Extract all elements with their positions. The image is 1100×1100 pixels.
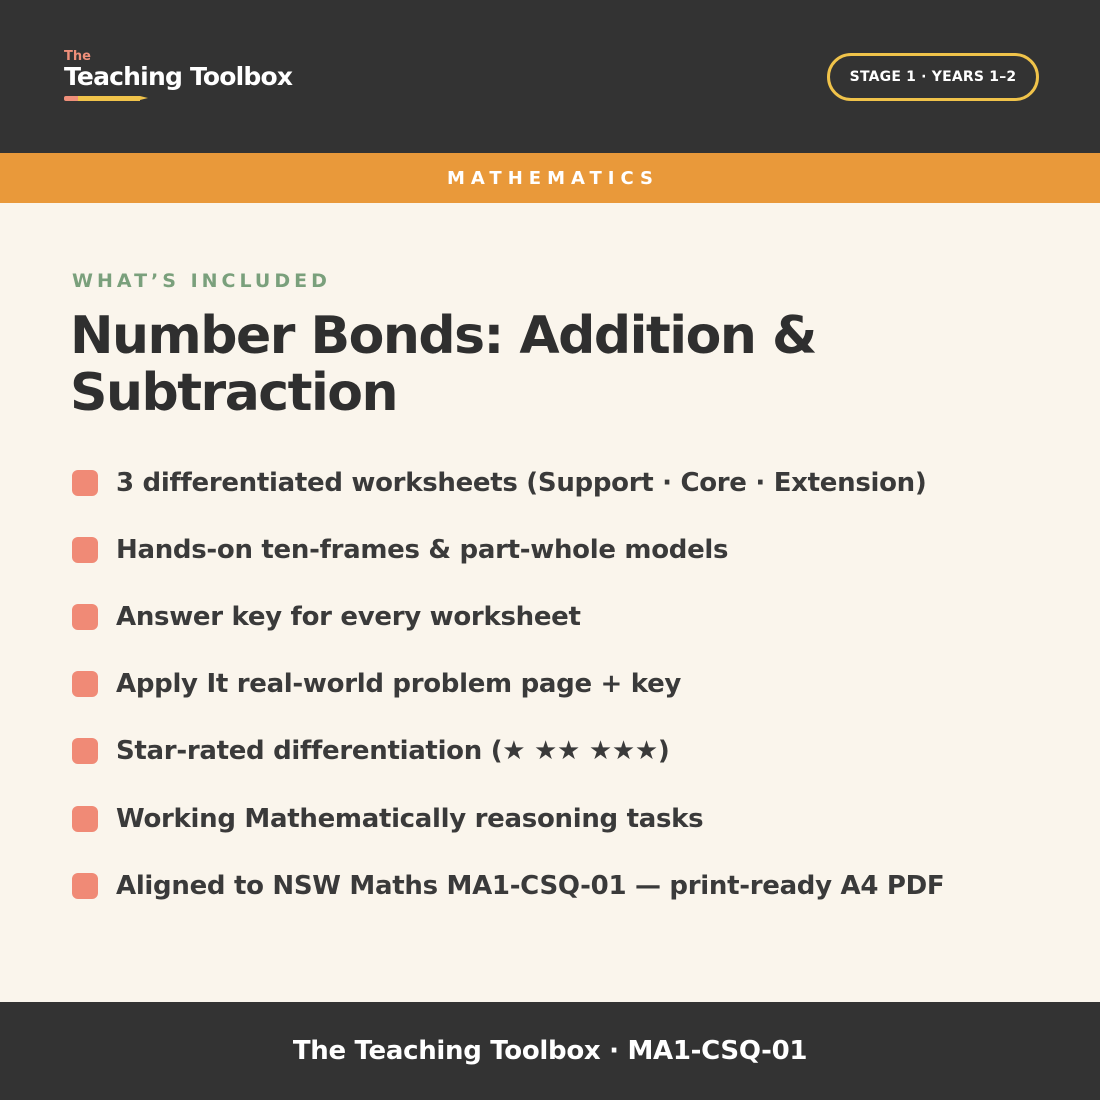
feature-text: Hands-on ten-frames & part-whole models	[116, 534, 729, 565]
feature-text: Aligned to NSW Maths MA1-CSQ-01 — print-ready A4 PDF	[116, 870, 945, 901]
feature-text: Working Mathematically reasoning tasks	[116, 803, 704, 834]
bullet-icon	[72, 470, 98, 496]
footer	[0, 1002, 1100, 1100]
pencil-icon	[64, 96, 148, 101]
bullet-icon	[72, 671, 98, 697]
stage-badge: STAGE 1 · YEARS 1–2	[827, 53, 1039, 101]
list-item	[72, 516, 1032, 583]
bullet-icon	[72, 537, 98, 563]
list-item	[72, 718, 1032, 785]
bullet-icon	[72, 738, 98, 764]
logo-small-text: The	[64, 49, 91, 64]
subject-band	[0, 153, 1100, 203]
logo	[64, 50, 292, 101]
list-item	[72, 651, 1032, 718]
list-item	[72, 852, 1032, 919]
feature-text: Apply It real-world problem page + key	[116, 669, 682, 700]
feature-text: Answer key for every worksheet	[116, 601, 581, 632]
header	[0, 0, 1100, 153]
list-item	[72, 785, 1032, 852]
logo-main-text: Teaching Toolbox	[64, 62, 293, 91]
list-item	[72, 449, 1032, 516]
list-item	[72, 583, 1032, 650]
product-title: Number Bonds: Addition & Subtraction	[70, 306, 816, 423]
bullet-icon	[72, 806, 98, 832]
bullet-icon	[72, 873, 98, 899]
feature-list	[72, 449, 1032, 919]
section-eyebrow: WHAT’S INCLUDED	[72, 270, 331, 292]
footer-text: The Teaching Toolbox · MA1-CSQ-01	[292, 1036, 808, 1066]
feature-text: Star-rated differentiation (★ ★★ ★★★)	[116, 736, 670, 767]
bullet-icon	[72, 604, 98, 630]
subject-label: MATHEMATICS	[446, 167, 659, 189]
feature-text: 3 differentiated worksheets (Support · Core · Extension)	[116, 467, 927, 498]
